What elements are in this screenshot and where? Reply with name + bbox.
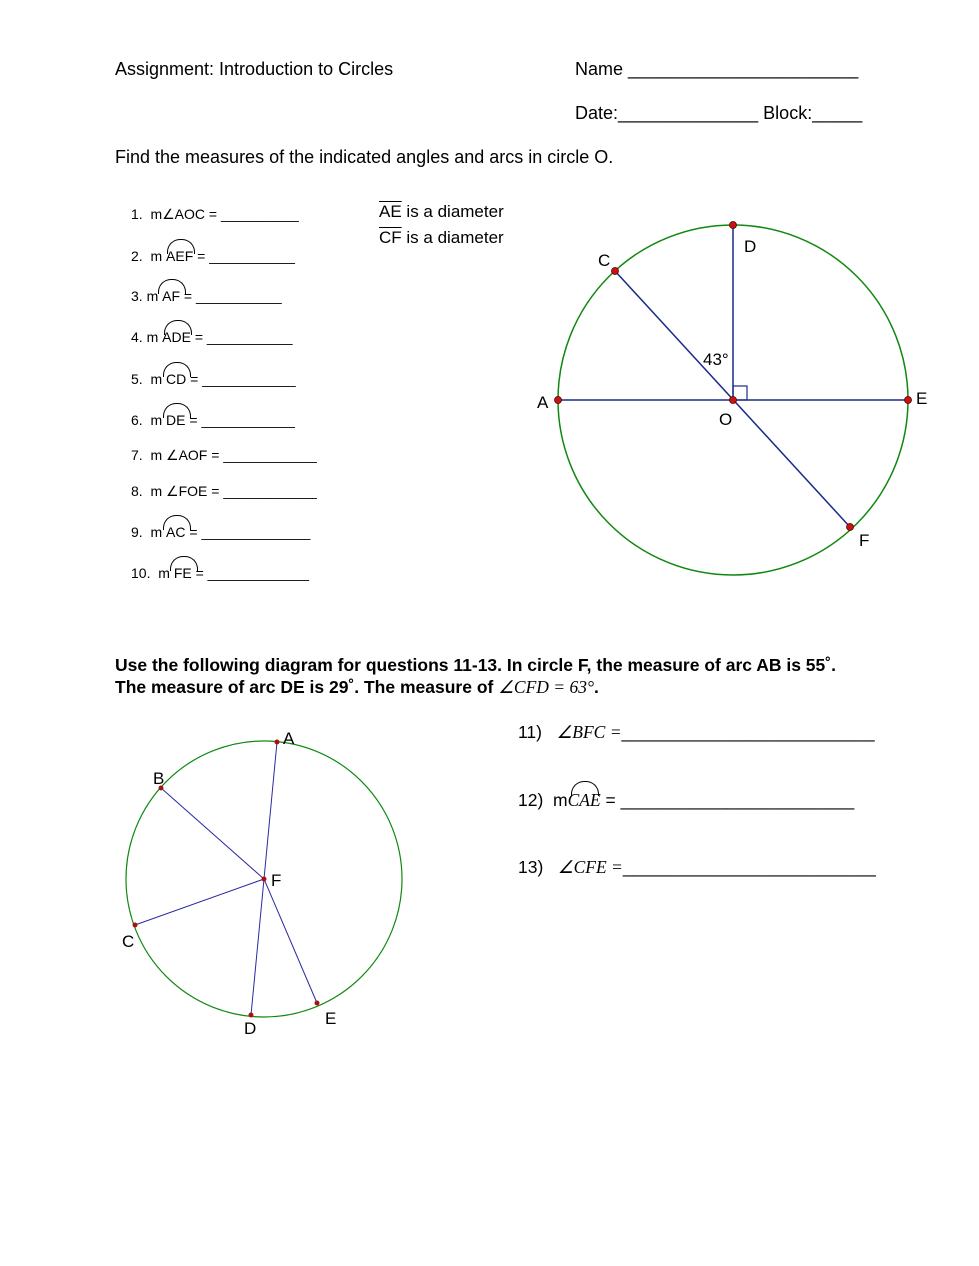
radius-fb [161, 788, 264, 879]
segment-ae-label: $\overline{AE}$ [379, 202, 402, 221]
label-o: O [719, 410, 733, 429]
label-a: A [537, 393, 549, 412]
question-8: 8. m ∠FOE = ____________ [131, 483, 317, 499]
point-c [133, 923, 138, 928]
arc-symbol: ADE [162, 329, 191, 345]
arc-symbol: CD [166, 371, 187, 387]
arc-symbol: FE [173, 565, 192, 581]
arc-symbol: AC [166, 524, 186, 540]
question-13: 13) ∠CFE =__________________________ [518, 857, 876, 877]
question-3: 3. m AF = ___________ [131, 288, 282, 304]
label-a: A [283, 729, 295, 748]
label-d: D [244, 1019, 257, 1038]
radius-fa [264, 742, 277, 879]
radius-fe [264, 879, 317, 1003]
question-2: 2. m AEF = ___________ [131, 248, 295, 264]
label-f: F [271, 871, 282, 890]
angle-cfd-math: ∠CFD = 63° [498, 677, 594, 697]
circle-f-diagram [110, 725, 420, 1045]
label-f: F [859, 531, 870, 550]
point-a [555, 397, 562, 404]
label-b: B [153, 769, 165, 788]
point-c [612, 268, 619, 275]
arc-symbol: AEF [166, 248, 194, 264]
point-e [905, 397, 912, 404]
angle-label: 43° [703, 350, 729, 369]
point-d [730, 222, 737, 229]
radius-fc [135, 879, 264, 925]
label-d: D [744, 237, 757, 256]
question-11: 11) ∠BFC =__________________________ [518, 722, 875, 742]
question-4: 4. m ADE = ___________ [131, 329, 293, 345]
question-5: 5. m CD = ____________ [131, 371, 296, 387]
section2-line1: Use the following diagram for questions 11-13. In circle F, the measure of arc AB is 55˚. [115, 655, 836, 675]
point-f [262, 877, 267, 882]
arc-symbol: CAE [567, 790, 601, 810]
segment-cf-label: $\overline{CF}$ [379, 228, 402, 247]
question-6: 6. m DE = ____________ [131, 412, 295, 428]
question-12: 12) mCAE = ________________________ [518, 790, 855, 810]
circle-o-diagram [525, 210, 945, 590]
question-1: 1. m∠AOC = __________ [131, 206, 299, 222]
arc-symbol: AF [162, 288, 181, 304]
point-f [847, 524, 854, 531]
question-10: 10. m FE = _____________ [131, 565, 309, 581]
label-e: E [325, 1009, 337, 1028]
question-9: 9. m AC = ______________ [131, 524, 311, 540]
question-7: 7. m ∠AOF = ____________ [131, 447, 317, 463]
name-field[interactable]: Name _______________________ [575, 59, 859, 79]
label-e: E [916, 389, 928, 408]
point-e [315, 1001, 320, 1006]
note-cf-diameter: $\overline{CF}$ is a diameter [379, 228, 504, 247]
date-block-field[interactable]: Date:______________ Block:_____ [575, 103, 863, 123]
assignment-title: Assignment: Introduction to Circles [115, 59, 394, 79]
point-d [249, 1013, 254, 1018]
instructions: Find the measures of the indicated angles and arcs in circle O. [115, 147, 614, 167]
point-a [275, 740, 280, 745]
label-c: C [598, 251, 611, 270]
radius-fd [251, 879, 264, 1015]
note-ae-diameter: $\overline{AE}$ is a diameter [379, 202, 504, 221]
label-c: C [122, 932, 135, 951]
arc-symbol: DE [166, 412, 186, 428]
section2-line2: The measure of arc DE is 29˚. The measure of ∠CFD = 63°. [115, 677, 599, 697]
point-o [730, 397, 737, 404]
